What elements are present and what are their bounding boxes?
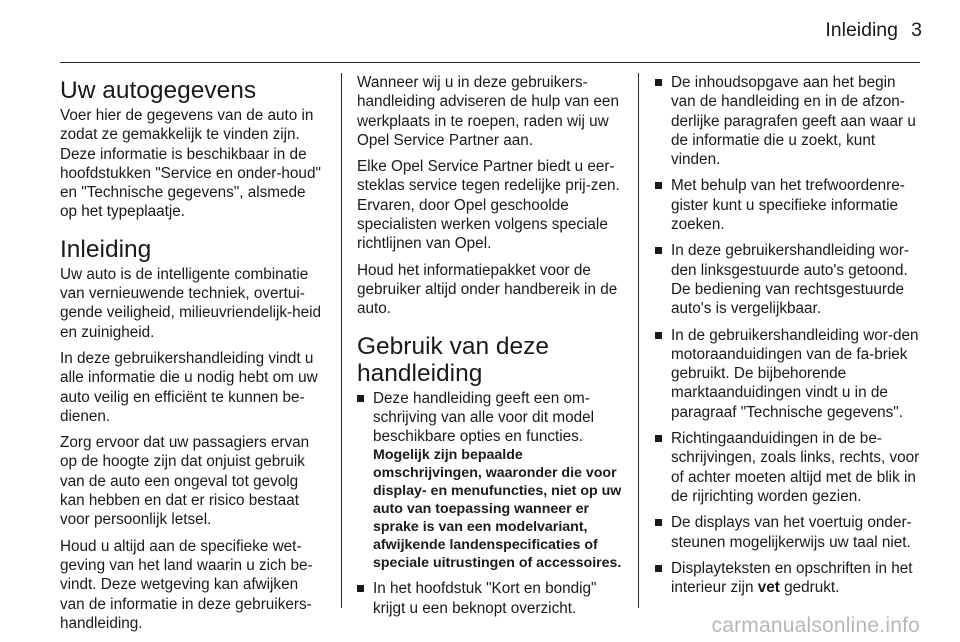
list-item-text: In het hoofdstuk "Kort en bondig" krijgt u een beknopt overzicht.	[373, 580, 597, 617]
bullet-square-icon	[655, 519, 662, 526]
paragraph: Houd het informatiepakket voor de gebruiker altijd onder handbereik in de auto.	[357, 261, 618, 318]
list-item-text: In deze gebruikershandleiding wor-den linksgestuurde auto's getoond. De bediening van rechtsgestuurde auto's is vergelijkbaar.	[671, 242, 910, 318]
list-item	[357, 579, 625, 618]
watermark-text: carmanualsonline.info	[711, 614, 920, 637]
list-item	[357, 389, 625, 573]
bullet-square-icon	[357, 585, 364, 592]
bullet-square-icon	[655, 332, 662, 339]
bullet-square-icon	[655, 182, 662, 189]
list-item	[655, 176, 923, 234]
paragraph: Voer hier de gegevens van de auto in zodat ze gemakkelijk te vinden zijn. Deze informatie is beschikbaar in de hoofdstukken "Service en onder-houd" en "Technische gegevens", alsmede op het typeplaatje.	[60, 107, 321, 221]
column-1	[60, 73, 326, 640]
bullet-square-icon	[655, 247, 662, 254]
bullet-square-icon	[655, 435, 662, 442]
list-item	[655, 559, 923, 598]
list-item-text: De displays van het voertuig onder-steunen mogelijkerwijs uw taal niet.	[671, 514, 912, 551]
column-divider-2	[638, 73, 639, 608]
header-title: Inleiding	[825, 19, 898, 41]
list-item	[655, 429, 923, 506]
page-number: 3	[911, 19, 922, 41]
header-rule	[60, 62, 920, 63]
paragraph: In deze gebruikershandleiding vindt u alle informatie die u nodig hebt om uw auto veilig en efficiënt te kunnen be-dienen.	[60, 349, 318, 425]
bold-word: vet	[757, 579, 780, 597]
list-item-text: Met behulp van het trefwoordenre-gister kunt u specifieke informatie zoeken.	[671, 177, 905, 234]
list-item-text: De inhoudsopgave aan het begin van de handleiding en in de afzon-derlijke paragrafen geeft aan waar u de informatie die u zoekt, kunt vinden.	[671, 74, 916, 169]
list-item	[655, 513, 923, 552]
bullet-list	[357, 389, 625, 618]
list-item-text: Deze handleiding geeft een om-schrijving van alle voor dit model beschikbare opties en functies.	[373, 389, 595, 446]
bullet-square-icon	[357, 395, 364, 402]
list-item-text: Displayteksten en opschriften in het interieur zijn	[671, 559, 913, 597]
list-item-text: In de gebruikershandleiding wor-den motoraanduidingen van de fa-briek gebruikt. De bijbehorende marktaanduidingen vindt u in de paragraaf "Technische gegevens".	[671, 326, 919, 421]
heading-uw-autogegevens: Uw autogegevens	[60, 77, 257, 104]
column-divider-1	[341, 73, 342, 608]
bullet-square-icon	[655, 79, 662, 86]
list-item	[655, 73, 923, 169]
paragraph: Elke Opel Service Partner biedt u eer-steklas service tegen redelijke prij-zen. Ervaren, door Opel geschoolde specialisten werken volgens speciale richtlijnen van Opel.	[357, 158, 620, 253]
list-item-text: gedrukt.	[779, 579, 840, 597]
paragraph: Houd u altijd aan de specifieke wet-geving van het land waarin u zich be-vindt. Deze wetgeving kan afwijken van de informatie in deze gebruikers-handleiding.	[60, 537, 313, 632]
list-item-text: Richtingaanduidingen in de be-schrijvingen, zoals links, rechts, voor of achter moeten altijd met de blik in de rijrichting worden gezien.	[671, 430, 920, 505]
list-item	[655, 241, 923, 318]
paragraph: Wanneer wij u in deze gebruikers-handleiding adviseren de hulp van een werkplaats in te roepen, raden wij uw Opel Service Partner aan.	[357, 74, 619, 149]
heading-gebruik: Gebruik van deze handleiding	[357, 332, 550, 387]
list-item-bold-text: Mogelijk zijn bepaalde omschrijvingen, waaronder die voor display- en menufuncties, niet op uw auto van toepassing wanneer er sprake is van een modelvariant, afwijkende landenspecificaties of speciale uitrustingen of accessoires.	[373, 447, 622, 572]
list-item	[655, 326, 923, 422]
column-2	[357, 73, 625, 625]
heading-inleiding: Inleiding	[60, 235, 152, 263]
page-header	[0, 0, 960, 60]
column-3	[655, 73, 923, 604]
bullet-list	[655, 73, 923, 597]
paragraph: Uw auto is de intelligente combinatie van vernieuwende techniek, overtui-gende veiligheid, milieuvriendelijk-heid en zuinigheid.	[60, 265, 322, 341]
paragraph: Zorg ervoor dat uw passagiers ervan op de hoogte zijn dat onjuist gebruik van de auto een ongeval tot gevolg kan hebben en dat er risico bestaat voor persoonlijk letsel.	[60, 434, 310, 529]
bullet-square-icon	[655, 565, 662, 572]
